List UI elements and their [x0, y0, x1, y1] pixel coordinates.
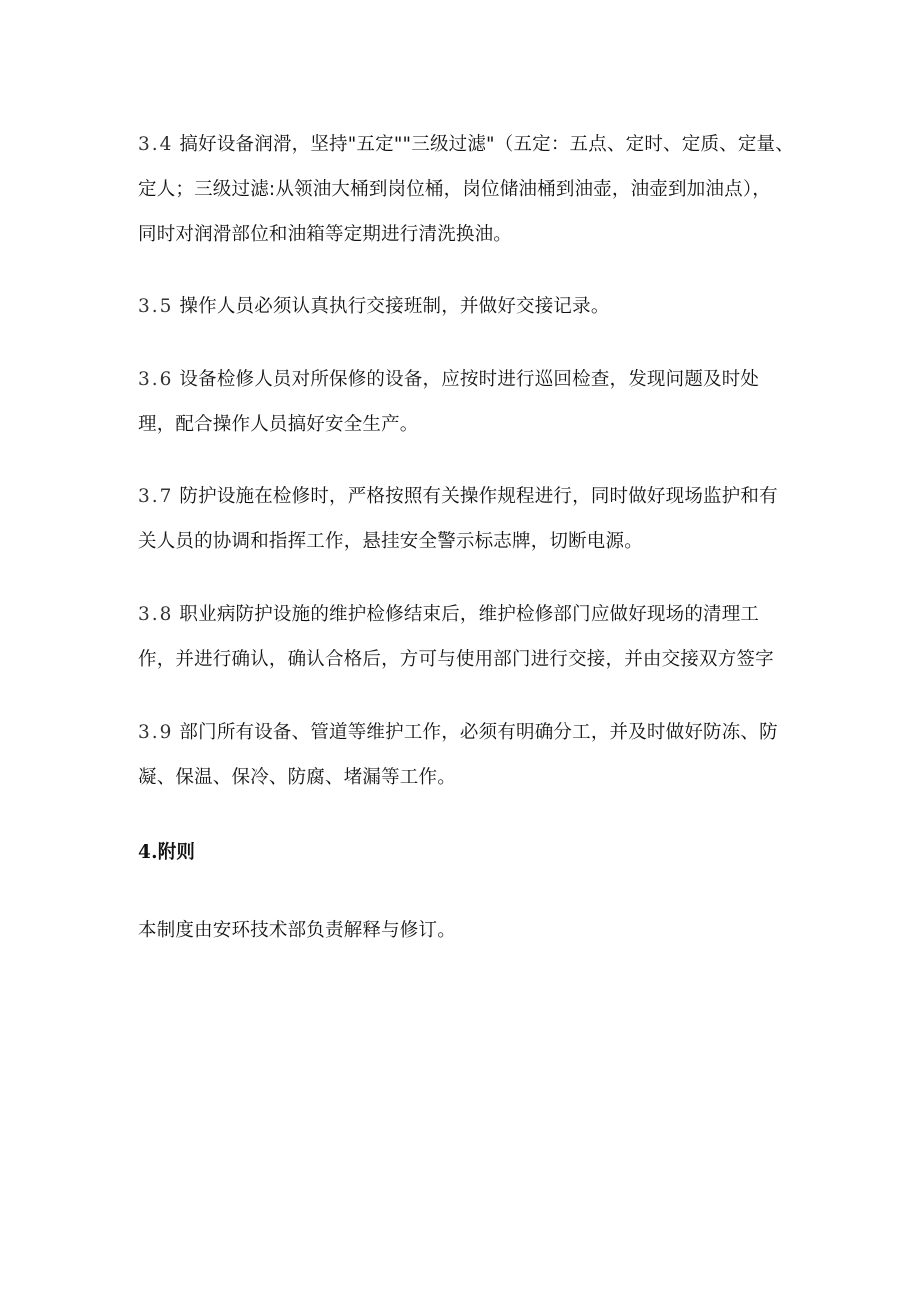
section-number: 3.8: [138, 604, 174, 625]
heading-title: 附则: [157, 842, 196, 863]
section-3-7: [138, 474, 788, 564]
appendix-line: 本制度由安环技术部负责解释与修订。: [138, 920, 456, 941]
section-line: 关人员的协调和指挥工作，悬挂安全警示标志牌，切断电源。: [138, 531, 643, 552]
section-text: 搞好设备润滑，坚持"五定""三级过滤"（五定：五点、定时、定质、定量、: [179, 134, 794, 155]
section-3-8: [138, 592, 788, 682]
section-line: 定人；三级过滤:从领油大桶到岗位桶，岗位储油桶到油壶，油壶到加油点），: [138, 179, 771, 200]
section-number: 3.9: [138, 722, 174, 743]
heading-number: 4.: [138, 842, 158, 863]
section-3-4: [138, 122, 794, 257]
section-line: 理，配合操作人员搞好安全生产。: [138, 414, 419, 435]
section-text: 防护设施在检修时，严格按照有关操作规程进行，同时做好现场监护和有: [179, 486, 778, 507]
section-text: 设备检修人员对所保修的设备，应按时进行巡回检查，发现问题及时处: [179, 369, 760, 390]
section-number: 3.7: [138, 486, 174, 507]
section-line: 作，并进行确认，确认合格后，方可与使用部门进行交接，并由交接双方签字: [138, 649, 774, 670]
section-text: 职业病防护设施的维护检修结束后，维护检修部门应做好现场的清理工: [179, 604, 760, 625]
section-line: [138, 710, 788, 755]
section-number: 3.4: [138, 134, 174, 155]
section-line: 凝、保温、保冷、防腐、堵漏等工作。: [138, 767, 456, 788]
section-line: [138, 474, 788, 519]
section-number: 3.6: [138, 369, 174, 390]
section-line: [138, 592, 788, 637]
section-line: [138, 284, 788, 329]
section-line: [138, 122, 794, 167]
section-3-6: [138, 357, 788, 447]
heading-line: [138, 830, 788, 875]
section-line: [138, 357, 788, 402]
section-3-5: [138, 284, 788, 329]
appendix-heading: [138, 830, 788, 875]
section-text: 部门所有设备、管道等维护工作，必须有明确分工，并及时做好防冻、防: [179, 722, 778, 743]
section-3-9: [138, 710, 788, 800]
section-number: 3.5: [138, 296, 174, 317]
section-text: 操作人员必须认真执行交接班制，并做好交接记录。: [179, 296, 610, 317]
appendix-text: [138, 908, 788, 953]
section-line: 同时对润滑部位和油箱等定期进行清洗换油。: [138, 224, 513, 245]
